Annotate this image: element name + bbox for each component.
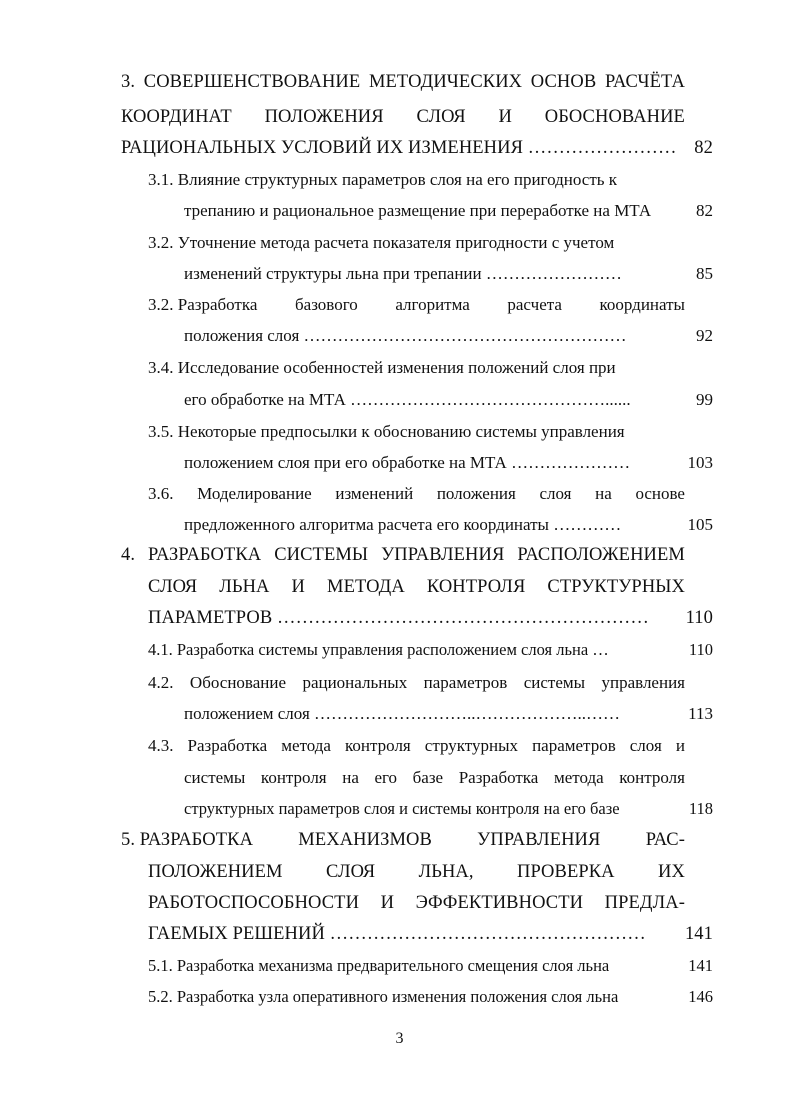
toc-entry-title: ПАРАМЕТРОВ …………………………………………………… <box>148 608 649 628</box>
toc-entry-title: изменений структуры льна при трепании …………………… <box>184 264 622 283</box>
toc-entry-title: 3.2. Уточнение метода расчета показателя пригодности с учетом <box>148 233 615 252</box>
word: ОБОСНОВАНИЕ <box>544 107 685 127</box>
justified-line <box>148 856 685 888</box>
word: ИХ <box>658 862 685 882</box>
toc-page-number: 92 <box>696 326 713 345</box>
word: УПРАВЛЕНИЯ <box>477 830 601 850</box>
toc-entry-3-6-line-1 <box>0 478 799 510</box>
toc-entry-3-line-2 <box>0 101 799 133</box>
word: МЕТОДИЧЕСКИХ <box>368 72 523 92</box>
toc-page-number: 103 <box>687 453 713 472</box>
word: системы <box>184 768 246 787</box>
toc-entry-4-2-line-1 <box>0 667 799 699</box>
word: базового <box>295 295 358 314</box>
toc-entry-3-line-3 <box>0 132 799 164</box>
word: СТРУКТУРНЫХ <box>547 577 685 597</box>
toc-entry-title: 3.4. Исследование особенностей изменения положений слоя при <box>148 358 616 377</box>
toc-entry-3-5-line-1 <box>0 416 799 448</box>
word: СЛОЯ <box>325 862 376 882</box>
word: РАС- <box>645 830 685 850</box>
word: контроля <box>260 768 327 787</box>
toc-entry-4-2-line-2 <box>0 698 799 730</box>
toc-entry-5-2 <box>0 981 799 1013</box>
toc-entry-3-5-line-2 <box>0 447 799 479</box>
toc-entry-5-1 <box>0 950 799 982</box>
toc-entry-title: 3.1. Влияние структурных параметров слоя на его пригодность к <box>148 170 618 189</box>
word: базе <box>412 768 444 787</box>
toc-entry-4-line-3 <box>0 602 799 634</box>
word: И <box>291 577 305 597</box>
toc-entry-title: структурных параметров слоя и системы контроля на его базе <box>184 799 620 818</box>
word: Моделирование <box>197 484 312 503</box>
word: слоя <box>629 736 662 755</box>
toc-page-number: 105 <box>687 515 713 534</box>
word: 3.2. Разработка <box>148 295 258 314</box>
toc-entry-5-line-2 <box>0 856 799 888</box>
toc-entry-5-line-1 <box>0 824 799 856</box>
justified-line <box>148 571 685 603</box>
toc-entry-3-1-line-1 <box>0 164 799 196</box>
justified-line <box>148 887 685 919</box>
toc-entry-3-4-line-2 <box>0 384 799 416</box>
word: на <box>342 768 359 787</box>
word: КООРДИНАТ <box>121 107 232 127</box>
word: МЕХАНИЗМОВ <box>298 830 432 850</box>
toc-page-number: 110 <box>688 640 713 659</box>
word: МЕТОДА <box>327 577 405 597</box>
word: контроля <box>345 736 411 755</box>
word: 5. РАЗРАБОТКА <box>121 830 254 850</box>
toc-entry-title: положением слоя ………………………..………………..…… <box>184 704 621 723</box>
toc-page-number: 118 <box>688 799 713 818</box>
word: 4.3. <box>148 736 174 755</box>
toc-entry-3-2b-line-1 <box>0 289 799 321</box>
toc-entry-title: положением слоя при его обработке на МТА ………………… <box>184 453 631 472</box>
word: системы <box>523 673 586 692</box>
word: УПРАВЛЕНИЯ <box>381 545 505 565</box>
toc-entry-4-3-line-2 <box>0 762 799 794</box>
toc-entry-5-line-3 <box>0 887 799 919</box>
word: слоя <box>539 484 572 503</box>
word: СОВЕРШЕНСТВОВАНИЕ <box>143 72 361 92</box>
toc-entry-4-line-2 <box>0 571 799 603</box>
word: метода <box>281 736 331 755</box>
justified-line <box>148 667 685 699</box>
toc-entry-title: ГАЕМЫХ РЕШЕНИЙ …………………………………………… <box>148 924 646 944</box>
justified-line <box>121 66 685 98</box>
toc-entry-title: положения слоя ………………………………………………… <box>184 326 627 345</box>
word: И <box>380 893 395 913</box>
word: расчета <box>507 295 562 314</box>
toc-entry-3-2a-line-1 <box>0 227 799 259</box>
toc-entry-title: его обработке на МТА ………………………………………...... <box>184 390 631 409</box>
toc-entry-3-2a-line-2 <box>0 258 799 290</box>
word: СЛОЯ <box>148 577 198 597</box>
word: 4. <box>121 545 136 565</box>
word: 4.2. <box>148 673 174 692</box>
word: ПОЛОЖЕНИЕМ <box>148 862 283 882</box>
toc-page-number: 110 <box>685 608 713 628</box>
word: параметров <box>423 673 508 692</box>
word: и <box>675 736 685 755</box>
toc-page-number: 85 <box>696 264 713 283</box>
word: ПОЛОЖЕНИЯ <box>264 107 384 127</box>
toc-entry-4-3-line-3 <box>0 793 799 825</box>
word: ПРОВЕРКА <box>516 862 615 882</box>
toc-entry-3-6-line-2 <box>0 509 799 541</box>
word: РАСПОЛОЖЕНИЕМ <box>517 545 685 565</box>
toc-entry-title: 4.1. Разработка системы управления расположением слоя льна … <box>148 640 609 659</box>
toc-entry-4-3-line-1 <box>0 730 799 762</box>
toc-entry-title: РАЦИОНАЛЬНЫХ УСЛОВИЙ ИХ ИЗМЕНЕНИЯ …………………… <box>121 138 677 158</box>
page-number: 3 <box>395 1030 404 1047</box>
justified-line <box>121 824 685 856</box>
word: рациональных <box>302 673 408 692</box>
justified-line <box>148 478 685 510</box>
word: КОНТРОЛЯ <box>426 577 526 597</box>
word: ОСНОВ <box>530 72 597 92</box>
word: положения <box>436 484 516 503</box>
word: структурных <box>424 736 519 755</box>
justified-line <box>184 762 685 794</box>
word: метода <box>553 768 604 787</box>
word: И <box>498 107 512 127</box>
word: Разработка <box>187 736 268 755</box>
word: СЛОЯ <box>416 107 466 127</box>
word: РАСЧЁТА <box>604 72 685 92</box>
toc-entry-title: трепанию и рациональное размещение при переработке на МТА <box>184 201 652 220</box>
toc-entry-title: предложенного алгоритма расчета его координаты ………… <box>184 515 622 534</box>
word: 3. <box>121 72 136 92</box>
justified-line <box>121 539 685 571</box>
toc-entry-4-1 <box>0 634 799 666</box>
toc-entry-3-1-line-2 <box>0 195 799 227</box>
toc-entry-3-2b-line-2 <box>0 320 799 352</box>
justified-line <box>121 101 685 133</box>
word: ЛЬНА <box>219 577 270 597</box>
toc-entry-4-line-1 <box>0 539 799 571</box>
justified-line <box>148 289 685 321</box>
word: основе <box>635 484 685 503</box>
word: ПРЕДЛА- <box>604 893 685 913</box>
toc-page-number: 82 <box>696 201 713 220</box>
justified-line <box>148 730 685 762</box>
word: РАБОТОСПОСОБНОСТИ <box>148 893 360 913</box>
toc-entry-3-4-line-1 <box>0 352 799 384</box>
word: изменений <box>335 484 414 503</box>
toc-page-number: 113 <box>688 704 713 723</box>
word: ЛЬНА, <box>418 862 474 882</box>
word: РАЗРАБОТКА <box>148 545 262 565</box>
toc-entry-5-line-4 <box>0 918 799 950</box>
toc-page-number: 82 <box>694 138 713 158</box>
word: его <box>374 768 398 787</box>
word: 3.6. <box>148 484 174 503</box>
word: Разработка <box>458 768 539 787</box>
toc-entry-title: 3.5. Некоторые предпосылки к обоснованию системы управления <box>148 422 625 441</box>
toc-entry-3-line-1 <box>0 66 799 98</box>
word: Обоснование <box>189 673 287 692</box>
word: параметров <box>532 736 616 755</box>
word: координаты <box>599 295 685 314</box>
word: на <box>595 484 612 503</box>
toc-page-number: 141 <box>684 924 713 944</box>
word: алгоритма <box>395 295 470 314</box>
toc-page-number: 141 <box>688 956 713 975</box>
toc-entry-title: 5.2. Разработка узла оперативного изменения положения слоя льна <box>148 987 619 1006</box>
toc-page-number: 99 <box>696 390 713 409</box>
word: ЭФФЕКТИВНОСТИ <box>415 893 584 913</box>
word: управления <box>601 673 685 692</box>
toc-entry-title: 5.1. Разработка механизма предварительного смещения слоя льна <box>148 956 610 975</box>
word: СИСТЕМЫ <box>274 545 369 565</box>
toc-page-number: 146 <box>688 987 713 1006</box>
word: контроля <box>619 768 685 787</box>
